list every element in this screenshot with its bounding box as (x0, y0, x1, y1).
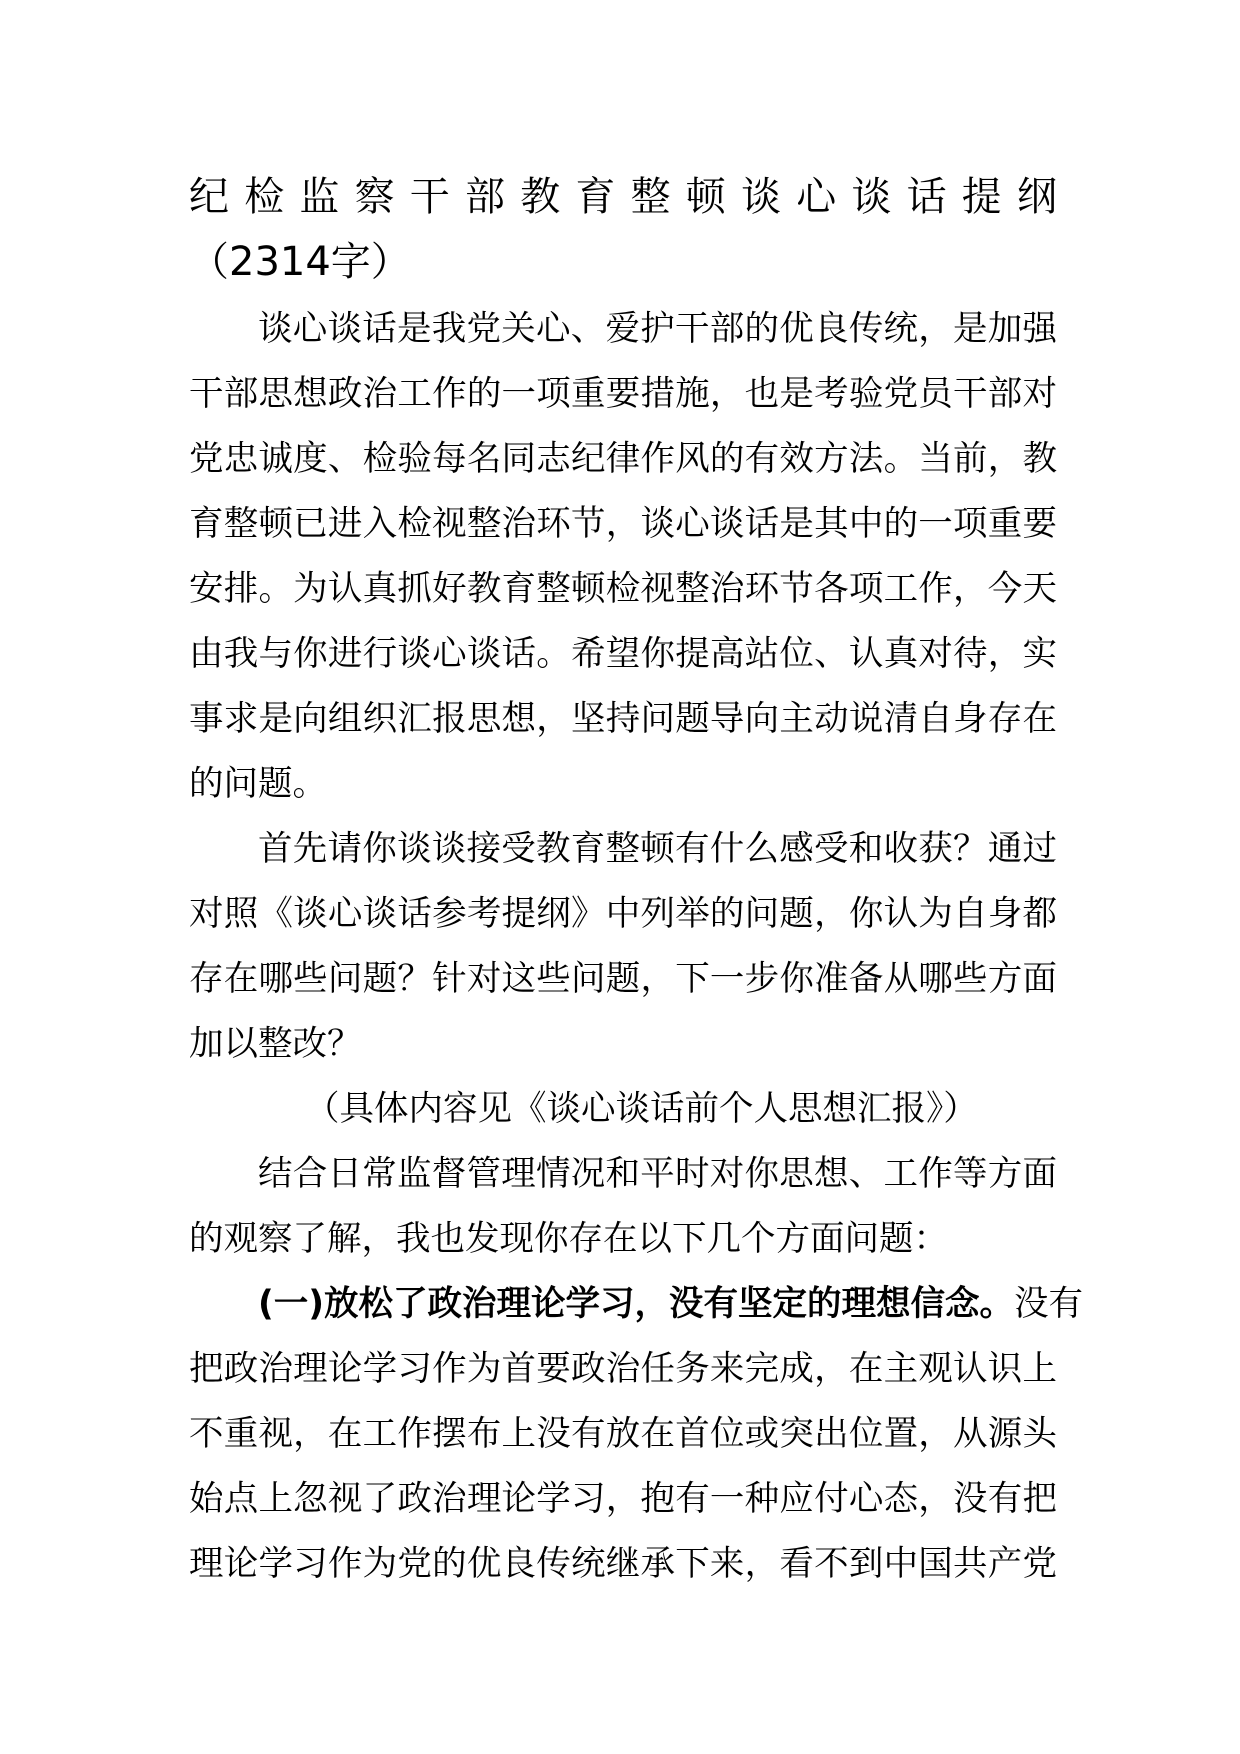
paragraph-line: 育整顿已进入检视整治环节，谈心谈话是其中的一项重要 (189, 504, 1057, 544)
paragraph-text: 没有 (1014, 1284, 1084, 1324)
paragraph-line: 始点上忽视了政治理论学习，抱有一种应付心态，没有把 (189, 1479, 1057, 1519)
paragraph-line: 理论学习作为党的优良传统继承下来，看不到中国共产党 (189, 1544, 1057, 1584)
document-word-count: （2314字） (189, 239, 411, 285)
section-heading-line (189, 1272, 1084, 1337)
paragraph-line: 不重视，在工作摆布上没有放在首位或突出位置，从源头 (189, 1414, 1057, 1454)
document-title: 纪检监察干部教育整顿谈心谈话提纲 (189, 174, 1057, 220)
paragraph-line: 结合日常监督管理情况和平时对你思想、工作等方面 (258, 1154, 1057, 1194)
paragraph-line: 把政治理论学习作为首要政治任务来完成，在主观认识上 (189, 1349, 1057, 1389)
paragraph-line: 存在哪些问题？针对这些问题，下一步你准备从哪些方面 (189, 959, 1057, 999)
paragraph-line: 的观察了解，我也发现你存在以下几个方面问题： (189, 1219, 948, 1259)
paragraph-line: 加以整改？ (189, 1024, 362, 1064)
paragraph-line: （具体内容见《谈心谈话前个人思想汇报》） (305, 1089, 978, 1129)
paragraph-line: 由我与你进行谈心谈话。希望你提高站位、认真对待，实 (189, 634, 1057, 674)
paragraph-line: 事求是向组织汇报思想，坚持问题导向主动说清自身存在 (189, 699, 1057, 739)
section-heading: (一)放松了政治理论学习，没有坚定的理想信念。 (258, 1284, 1015, 1324)
paragraph-line: 干部思想政治工作的一项重要措施，也是考验党员干部对 (189, 374, 1057, 414)
paragraph-line: 对照《谈心谈话参考提纲》中列举的问题，你认为自身都 (189, 894, 1057, 934)
paragraph-line: 党忠诚度、检验每名同志纪律作风的有效方法。当前，教 (189, 439, 1057, 479)
paragraph-line: 安排。为认真抓好教育整顿检视整治环节各项工作，今天 (189, 569, 1057, 609)
paragraph-line: 首先请你谈谈接受教育整顿有什么感受和收获？通过 (258, 829, 1057, 869)
paragraph-line: 的问题。 (189, 764, 327, 804)
paragraph-line: 谈心谈话是我党关心、爱护干部的优良传统，是加强 (258, 309, 1057, 349)
